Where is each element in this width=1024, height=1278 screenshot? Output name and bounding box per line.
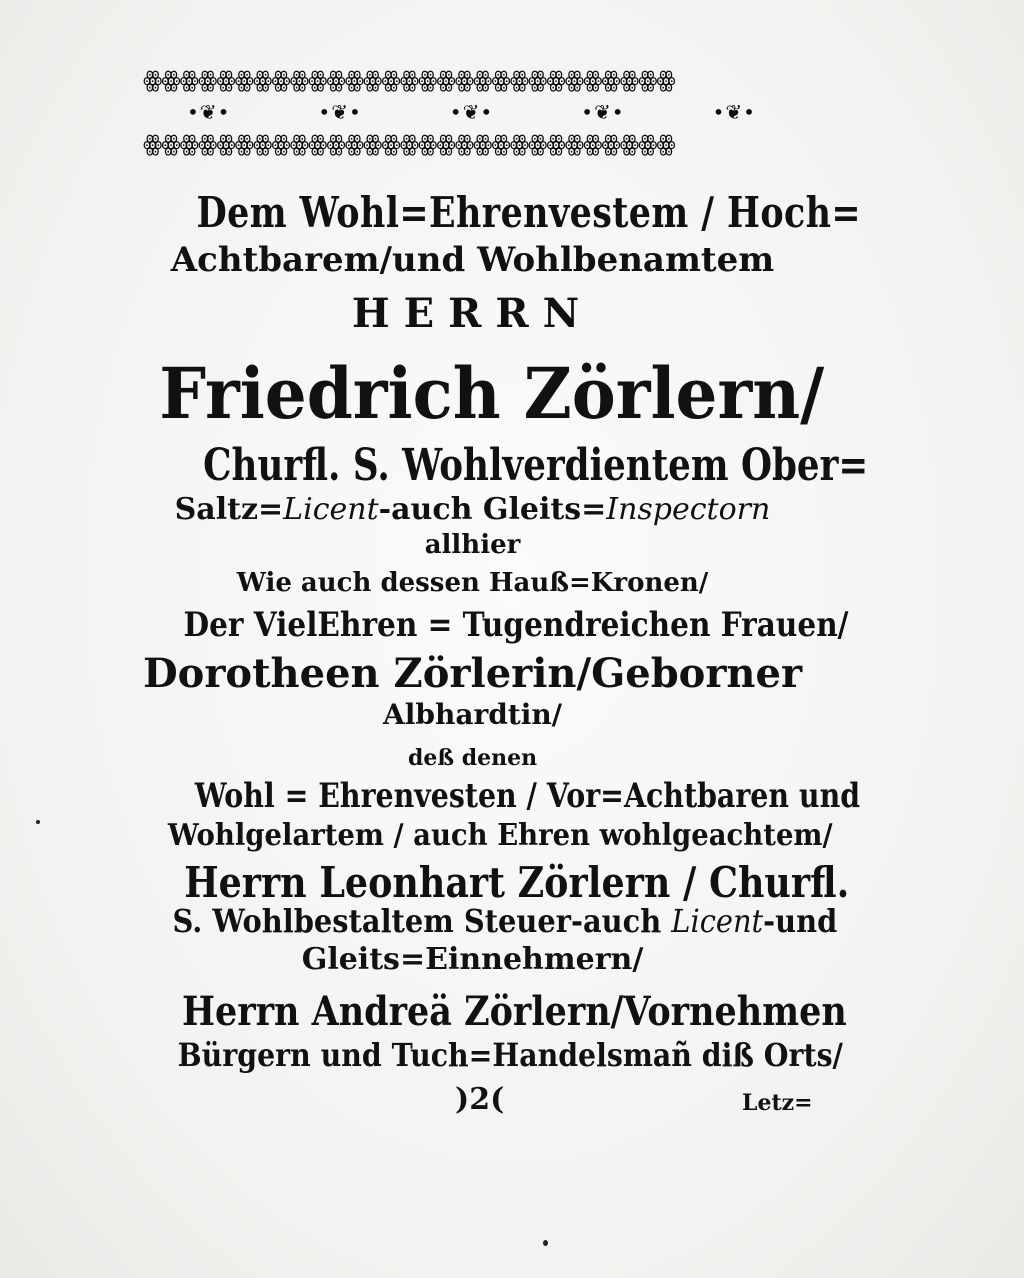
third-dedicatee-name: Herrn Andreä Zörlern/Vornehmen — [181, 988, 847, 1035]
second-dedicatee-title-2: Gleits=Einnehmern/ — [301, 942, 644, 977]
wife-name: Dorotheen Zörlerin/Geborner — [142, 650, 803, 697]
ornament-motif-3: •❦• — [449, 100, 494, 124]
title-part-licent-2: Licent — [671, 902, 764, 940]
dedicatee-title-2 — [140, 492, 805, 527]
dedication-line-1: Dem Wohl=Ehrenvestem / Hoch= — [196, 188, 862, 237]
ornament-band-top — [143, 66, 800, 94]
title-part-gleits: -auch Gleits= — [378, 492, 607, 527]
ornament-motif-1: •❦• — [187, 100, 231, 124]
ornament-motif-5: •❦• — [712, 100, 756, 124]
title-part-saltz: Saltz= — [174, 492, 284, 527]
connector-text: deß denen — [407, 745, 538, 771]
ornament-bottom-glyphs: ꙮꙮꙮꙮꙮꙮꙮꙮꙮꙮꙮꙮꙮꙮꙮꙮꙮꙮꙮꙮꙮꙮꙮꙮꙮꙮꙮꙮꙮ — [143, 131, 675, 157]
title-part-licent: Licent — [283, 492, 379, 527]
ornament-motif-4: •❦• — [581, 100, 625, 124]
second-dedication-line-1: Wohl = Ehrenvesten / Vor=Achtbaren und — [194, 776, 861, 816]
decorative-headpiece — [143, 66, 800, 158]
dedicatee-name: Friedrich Zörlern/ — [159, 352, 825, 435]
dedication-herrn: HERRN — [351, 290, 594, 337]
title-part-steuer: S. Wohlbestaltem Steuer-auch — [172, 902, 672, 940]
wife-epithet: Der VielEhren = Tugendreichen Frauen/ — [183, 605, 849, 645]
wife-intro: Wie auch dessen Hauß=Kronen/ — [236, 568, 709, 598]
second-dedicatee-name: Herrn Leonhart Zörlern / Churfl. — [184, 858, 850, 907]
dedication-line-2: Achtbarem/und Wohlbenamtem — [170, 240, 775, 280]
ink-speck — [543, 1240, 548, 1246]
catchword: Letz= — [742, 1090, 813, 1116]
dedicatee-title-1: Churfl. S. Wohlverdientem Ober= — [203, 440, 869, 491]
dedicatee-location: allhier — [424, 530, 521, 560]
second-dedication-line-2: Wohlgelartem / auch Ehren wohlgeachtem/ — [167, 818, 833, 853]
ornament-motif-2: •❦• — [318, 100, 362, 124]
title-part-inspectorn: Inspectorn — [606, 492, 771, 527]
ornament-top-glyphs: ꙮꙮꙮꙮꙮꙮꙮꙮꙮꙮꙮꙮꙮꙮꙮꙮꙮꙮꙮꙮꙮꙮꙮꙮꙮꙮꙮꙮꙮ — [143, 67, 675, 93]
title-part-und: -und — [763, 902, 838, 940]
ornament-band-middle — [143, 94, 800, 130]
ink-speck — [36, 820, 40, 824]
wife-maiden-name: Albhardtin/ — [383, 698, 562, 731]
signature-mark: )2( — [455, 1082, 505, 1117]
third-dedicatee-title: Bürgern und Tuch=Handelsmañ diß Orts/ — [177, 1036, 843, 1074]
ornament-band-bottom — [143, 130, 800, 158]
second-dedicatee-title — [172, 902, 838, 940]
